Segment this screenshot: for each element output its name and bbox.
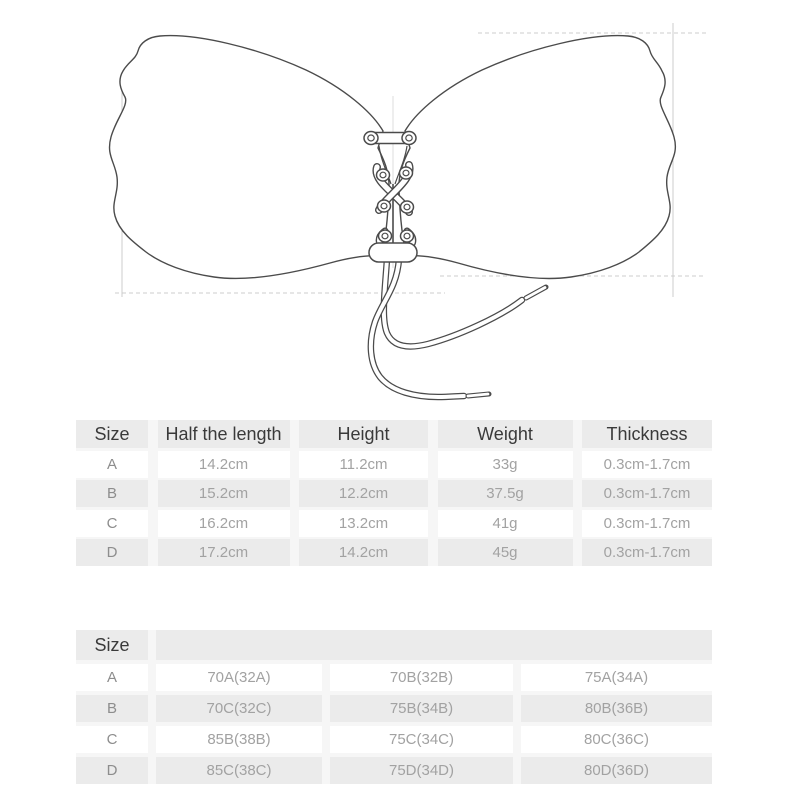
table-cell: 17.2cm [158, 539, 290, 566]
table-cell: 75A(34A) [521, 664, 712, 691]
table-cell: 80B(36B) [521, 695, 712, 722]
col-header-half-length: Half the length [158, 420, 290, 448]
table-cell: 12.2cm [299, 480, 428, 507]
cord-lock-toggle [369, 243, 417, 262]
table-cell: 14.2cm [299, 539, 428, 566]
col-header-size: Size [76, 630, 148, 660]
table-cell: 0.3cm-1.7cm [582, 451, 712, 478]
table-cell: 70C(32C) [156, 695, 322, 722]
table-cell: 16.2cm [158, 510, 290, 537]
col-header-thickness: Thickness [582, 420, 712, 448]
drawstring-cords [371, 259, 546, 397]
table-cell: 70A(32A) [156, 664, 322, 691]
row-label: D [76, 539, 148, 566]
size-measurement-table [76, 420, 712, 566]
col-header-weight: Weight [438, 420, 573, 448]
table-cell: 75C(34C) [330, 726, 513, 753]
table-cell: 75B(34B) [330, 695, 513, 722]
col-header-height: Height [299, 420, 428, 448]
table-cell: 70B(32B) [330, 664, 513, 691]
row-label: C [76, 510, 148, 537]
table-cell: 13.2cm [299, 510, 428, 537]
row-label: C [76, 726, 148, 753]
table-cell: 15.2cm [158, 480, 290, 507]
col-header-size: Size [76, 420, 148, 448]
table-cell: 80D(36D) [521, 757, 712, 784]
bra-right-cup [399, 36, 675, 279]
row-label: B [76, 480, 148, 507]
table-cell: 11.2cm [299, 451, 428, 478]
table-cell: 85B(38B) [156, 726, 322, 753]
row-label: A [76, 664, 148, 691]
table-cell: 0.3cm-1.7cm [582, 480, 712, 507]
table-cell: 0.3cm-1.7cm [582, 539, 712, 566]
table-cell: 41g [438, 510, 573, 537]
table-cell: 45g [438, 539, 573, 566]
bra-left-cup [110, 36, 390, 279]
row-label: B [76, 695, 148, 722]
table-cell: 33g [438, 451, 573, 478]
table-cell: 80C(36C) [521, 726, 712, 753]
bra-size-conversion-table [76, 630, 712, 784]
table-cell: 14.2cm [158, 451, 290, 478]
header-merged-blank [156, 630, 712, 660]
table-cell: 75D(34D) [330, 757, 513, 784]
row-label: A [76, 451, 148, 478]
table-cell: 85C(38C) [156, 757, 322, 784]
table-cell: 37.5g [438, 480, 573, 507]
row-label: D [76, 757, 148, 784]
table-cell: 0.3cm-1.7cm [582, 510, 712, 537]
